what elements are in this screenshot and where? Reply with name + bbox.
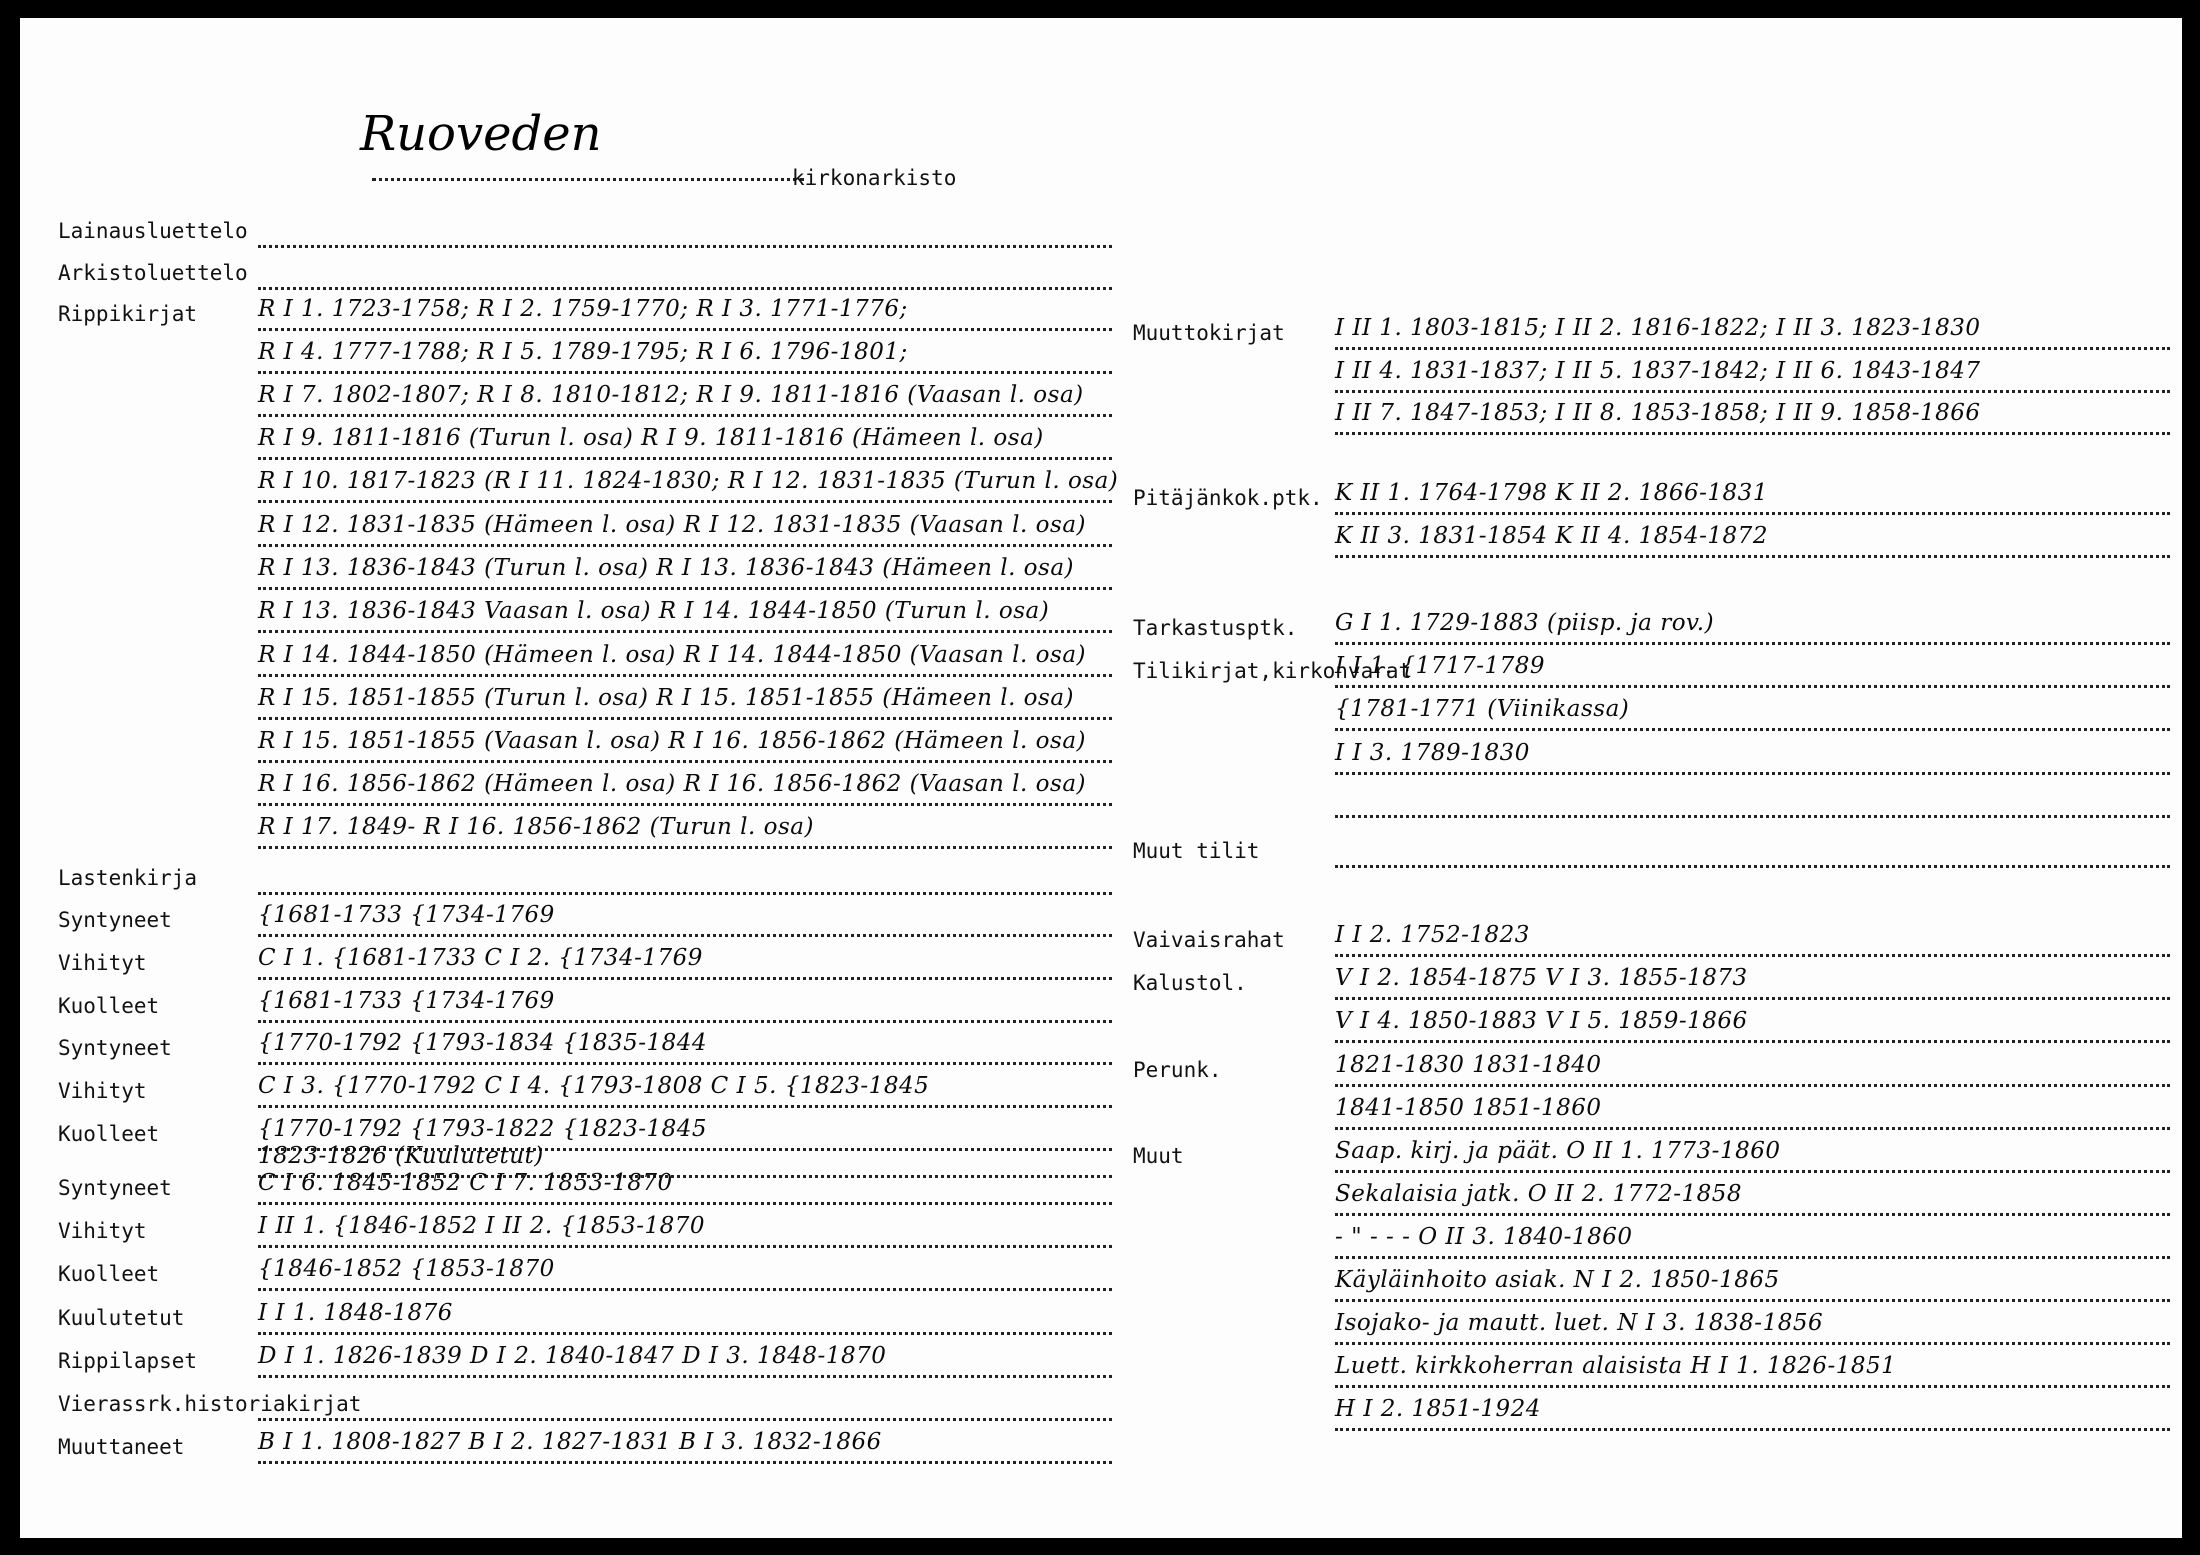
right-row-handwritten-entry: I II 4. 1831-1837; I II 5. 1837-1842; I II 6. 1843-1847: [1335, 358, 1981, 384]
right-row-dotted-line: [1335, 1213, 2170, 1216]
left-row-label: Kuulutetut: [58, 1306, 185, 1330]
left-row-handwritten-entry: {1846-1852 {1853-1870: [258, 1256, 555, 1282]
left-row-dotted-line: [258, 977, 1112, 980]
left-row-handwritten-entry: C I 6. 1845-1852 C I 7. 1853-1870: [258, 1170, 673, 1196]
right-row-dotted-line: [1335, 1256, 2170, 1259]
right-row-handwritten-entry: K II 3. 1831-1854 K II 4. 1854-1872: [1335, 523, 1768, 549]
left-row-dotted-line: [258, 674, 1112, 677]
left-row-label: Vihityt: [58, 1079, 147, 1103]
right-row-dotted-line: [1335, 1428, 2170, 1431]
right-row-handwritten-entry: V I 2. 1854-1875 V I 3. 1855-1873: [1335, 965, 1748, 991]
archive-index-card: [20, 18, 2182, 1538]
right-row-label: Perunk.: [1133, 1058, 1222, 1082]
left-row-dotted-line: [258, 1245, 1112, 1248]
right-row-handwritten-entry: Isojako- ja mautt. luet. N I 3. 1838-1856: [1335, 1310, 1824, 1336]
left-row-handwritten-entry: 1823-1826 (Kuulutetut): [258, 1143, 544, 1169]
left-row-handwritten-entry: {1681-1733 {1734-1769: [258, 988, 555, 1014]
left-row-label: Vihityt: [58, 951, 147, 975]
right-row-handwritten-entry: 1821-1830 1831-1840: [1335, 1052, 1602, 1078]
left-row-label: Arkistoluettelo: [58, 261, 248, 285]
left-row-dotted-line: [258, 1461, 1112, 1464]
left-row-label: Kuolleet: [58, 1262, 160, 1286]
left-row-dotted-line: [258, 1202, 1112, 1205]
left-row-dotted-line: [258, 717, 1112, 720]
left-row-handwritten-entry: R I 1. 1723-1758; R I 2. 1759-1770; R I 3. 1771-1776;: [258, 296, 908, 322]
right-row-dotted-line: [1335, 1127, 2170, 1130]
right-row-label: Vaivaisrahat: [1133, 928, 1285, 952]
left-row-handwritten-entry: R I 7. 1802-1807; R I 8. 1810-1812; R I 9. 1811-1816 (Vaasan l. osa): [258, 382, 1084, 408]
left-row-label: Rippikirjat: [58, 302, 198, 326]
left-row-dotted-line: [258, 1288, 1112, 1291]
left-row-dotted-line: [258, 328, 1112, 331]
right-row-label: Muut tilit: [1133, 839, 1260, 863]
left-row-dotted-line: [258, 1105, 1112, 1108]
right-row-dotted-line: [1335, 390, 2170, 393]
left-row-handwritten-entry: R I 15. 1851-1855 (Vaasan l. osa) R I 16. 1856-1862 (Hämeen l. osa): [258, 728, 1086, 754]
left-row-dotted-line: [258, 544, 1112, 547]
left-row-handwritten-entry: R I 10. 1817-1823 (R I 11. 1824-1830; R I 12. 1831-1835 (Turun l. osa): [258, 468, 1119, 494]
left-row-dotted-line: [258, 1062, 1112, 1065]
title-dotted-line: [372, 178, 804, 181]
left-row-dotted-line: [258, 245, 1112, 248]
right-row-label: Pitäjänkok.ptk.: [1133, 486, 1323, 510]
right-row-dotted-line: [1335, 772, 2170, 775]
right-row-label: Muut: [1133, 1144, 1184, 1168]
left-row-label: Lastenkirja: [58, 866, 198, 890]
left-row-dotted-line: [258, 630, 1112, 633]
left-row-dotted-line: [258, 803, 1112, 806]
right-row-dotted-line: [1335, 555, 2170, 558]
left-row-dotted-line: [258, 1418, 1112, 1421]
left-row-handwritten-entry: {1681-1733 {1734-1769: [258, 902, 555, 928]
left-row-dotted-line: [258, 1375, 1112, 1378]
left-row-handwritten-entry: R I 13. 1836-1843 Vaasan l. osa) R I 14. 1844-1850 (Turun l. osa): [258, 598, 1050, 624]
right-row-label: Kalustol.: [1133, 971, 1247, 995]
left-row-dotted-line: [258, 287, 1112, 290]
left-row-handwritten-entry: {1770-1792 {1793-1834 {1835-1844: [258, 1030, 708, 1056]
right-row-handwritten-entry: 1841-1850 1851-1860: [1335, 1095, 1602, 1121]
right-row-handwritten-entry: G I 1. 1729-1883 (piisp. ja rov.): [1335, 610, 1715, 636]
right-row-label: Tarkastusptk.: [1133, 616, 1298, 640]
left-row-dotted-line: [258, 414, 1112, 417]
parish-name: Ruoveden: [360, 106, 602, 162]
right-row-label: Muuttokirjat: [1133, 321, 1285, 345]
left-row-handwritten-entry: R I 17. 1849- R I 16. 1856-1862 (Turun l. osa): [258, 814, 814, 840]
right-row-handwritten-entry: - " - - - O II 3. 1840-1860: [1335, 1224, 1633, 1250]
left-row-label: Lainausluettelo: [58, 219, 248, 243]
right-row-handwritten-entry: Sekalaisia jatk. O II 2. 1772-1858: [1335, 1181, 1743, 1207]
right-row-handwritten-entry: I I 3. 1789-1830: [1335, 740, 1530, 766]
right-row-dotted-line: [1335, 512, 2170, 515]
right-row-dotted-line: [1335, 1342, 2170, 1345]
right-row-dotted-line: [1335, 954, 2170, 957]
left-row-label: Kuolleet: [58, 994, 160, 1018]
left-row-dotted-line: [258, 892, 1112, 895]
left-row-handwritten-entry: R I 4. 1777-1788; R I 5. 1789-1795; R I 6. 1796-1801;: [258, 339, 908, 365]
right-row-handwritten-entry: K II 1. 1764-1798 K II 2. 1866-1831: [1335, 480, 1768, 506]
left-row-handwritten-entry: D I 1. 1826-1839 D I 2. 1840-1847 D I 3. 1848-1870: [258, 1343, 887, 1369]
left-row-handwritten-entry: R I 9. 1811-1816 (Turun l. osa) R I 9. 1811-1816 (Hämeen l. osa): [258, 425, 1044, 451]
left-row-dotted-line: [258, 500, 1112, 503]
left-row-dotted-line: [258, 1020, 1112, 1023]
right-row-label: Tilikirjat,kirkonvarat: [1133, 659, 1412, 683]
right-row-dotted-line: [1335, 1385, 2170, 1388]
left-row-handwritten-entry: {1770-1792 {1793-1822 {1823-1845: [258, 1116, 708, 1142]
left-row-dotted-line: [258, 371, 1112, 374]
right-row-handwritten-entry: I II 7. 1847-1853; I II 8. 1853-1858; I II 9. 1858-1866: [1335, 400, 1981, 426]
left-row-handwritten-entry: B I 1. 1808-1827 B I 2. 1827-1831 B I 3. 1832-1866: [258, 1429, 882, 1455]
left-row-label: Muuttaneet: [58, 1435, 185, 1459]
left-row-handwritten-entry: R I 13. 1836-1843 (Turun l. osa) R I 13. 1836-1843 (Hämeen l. osa): [258, 555, 1075, 581]
right-row-dotted-line: [1335, 1040, 2170, 1043]
left-row-label: Vihityt: [58, 1219, 147, 1243]
left-row-dotted-line: [258, 846, 1112, 849]
left-row-dotted-line: [258, 760, 1112, 763]
right-row-handwritten-entry: I I 2. 1752-1823: [1335, 922, 1530, 948]
left-row-handwritten-entry: C I 3. {1770-1792 C I 4. {1793-1808 C I 5. {1823-1845: [258, 1073, 930, 1099]
right-row-handwritten-entry: V I 4. 1850-1883 V I 5. 1859-1866: [1335, 1008, 1748, 1034]
left-row-dotted-line: [258, 1332, 1112, 1335]
left-row-label: Syntyneet: [58, 908, 172, 932]
left-row-label: Kuolleet: [58, 1122, 160, 1146]
right-row-handwritten-entry: Luett. kirkkoherran alaisista H I 1. 1826-1851: [1335, 1353, 1897, 1379]
left-row-handwritten-entry: R I 12. 1831-1835 (Hämeen l. osa) R I 12. 1831-1835 (Vaasan l. osa): [258, 512, 1086, 538]
right-row-handwritten-entry: {1781-1771 (Viinikassa): [1335, 696, 1630, 722]
left-row-label: Syntyneet: [58, 1176, 172, 1200]
left-row-handwritten-entry: R I 14. 1844-1850 (Hämeen l. osa) R I 14. 1844-1850 (Vaasan l. osa): [258, 642, 1086, 668]
right-row-dotted-line: [1335, 685, 2170, 688]
left-row-label: Vierassrk.historiakirjat: [58, 1392, 362, 1416]
left-row-dotted-line: [258, 457, 1112, 460]
right-row-dotted-line: [1335, 347, 2170, 350]
right-row-handwritten-entry: Käyläinhoito asiak. N I 2. 1850-1865: [1335, 1267, 1780, 1293]
left-row-dotted-line: [258, 587, 1112, 590]
right-row-handwritten-entry: I I 1. {1717-1789: [1335, 653, 1546, 679]
left-row-handwritten-entry: I II 1. {1846-1852 I II 2. {1853-1870: [258, 1213, 706, 1239]
right-row-handwritten-entry: Saap. kirj. ja päät. O II 1. 1773-1860: [1335, 1138, 1781, 1164]
left-row-handwritten-entry: C I 1. {1681-1733 C I 2. {1734-1769: [258, 945, 703, 971]
right-row-dotted-line: [1335, 815, 2170, 818]
left-row-label: Syntyneet: [58, 1036, 172, 1060]
right-row-dotted-line: [1335, 997, 2170, 1000]
left-row-label: Rippilapset: [58, 1349, 198, 1373]
archive-suffix: kirkonarkisto: [792, 166, 957, 190]
left-row-handwritten-entry: I I 1. 1848-1876: [258, 1300, 453, 1326]
right-row-dotted-line: [1335, 432, 2170, 435]
right-row-dotted-line: [1335, 1084, 2170, 1087]
left-row-handwritten-entry: R I 16. 1856-1862 (Hämeen l. osa) R I 16. 1856-1862 (Vaasan l. osa): [258, 771, 1086, 797]
right-row-handwritten-entry: H I 2. 1851-1924: [1335, 1396, 1541, 1422]
right-row-dotted-line: [1335, 1299, 2170, 1302]
left-row-dotted-line: [258, 934, 1112, 937]
left-row-handwritten-entry: R I 15. 1851-1855 (Turun l. osa) R I 15. 1851-1855 (Hämeen l. osa): [258, 685, 1075, 711]
right-row-dotted-line: [1335, 1170, 2170, 1173]
right-row-dotted-line: [1335, 865, 2170, 868]
right-row-dotted-line: [1335, 642, 2170, 645]
right-row-handwritten-entry: I II 1. 1803-1815; I II 2. 1816-1822; I II 3. 1823-1830: [1335, 315, 1981, 341]
right-row-dotted-line: [1335, 728, 2170, 731]
